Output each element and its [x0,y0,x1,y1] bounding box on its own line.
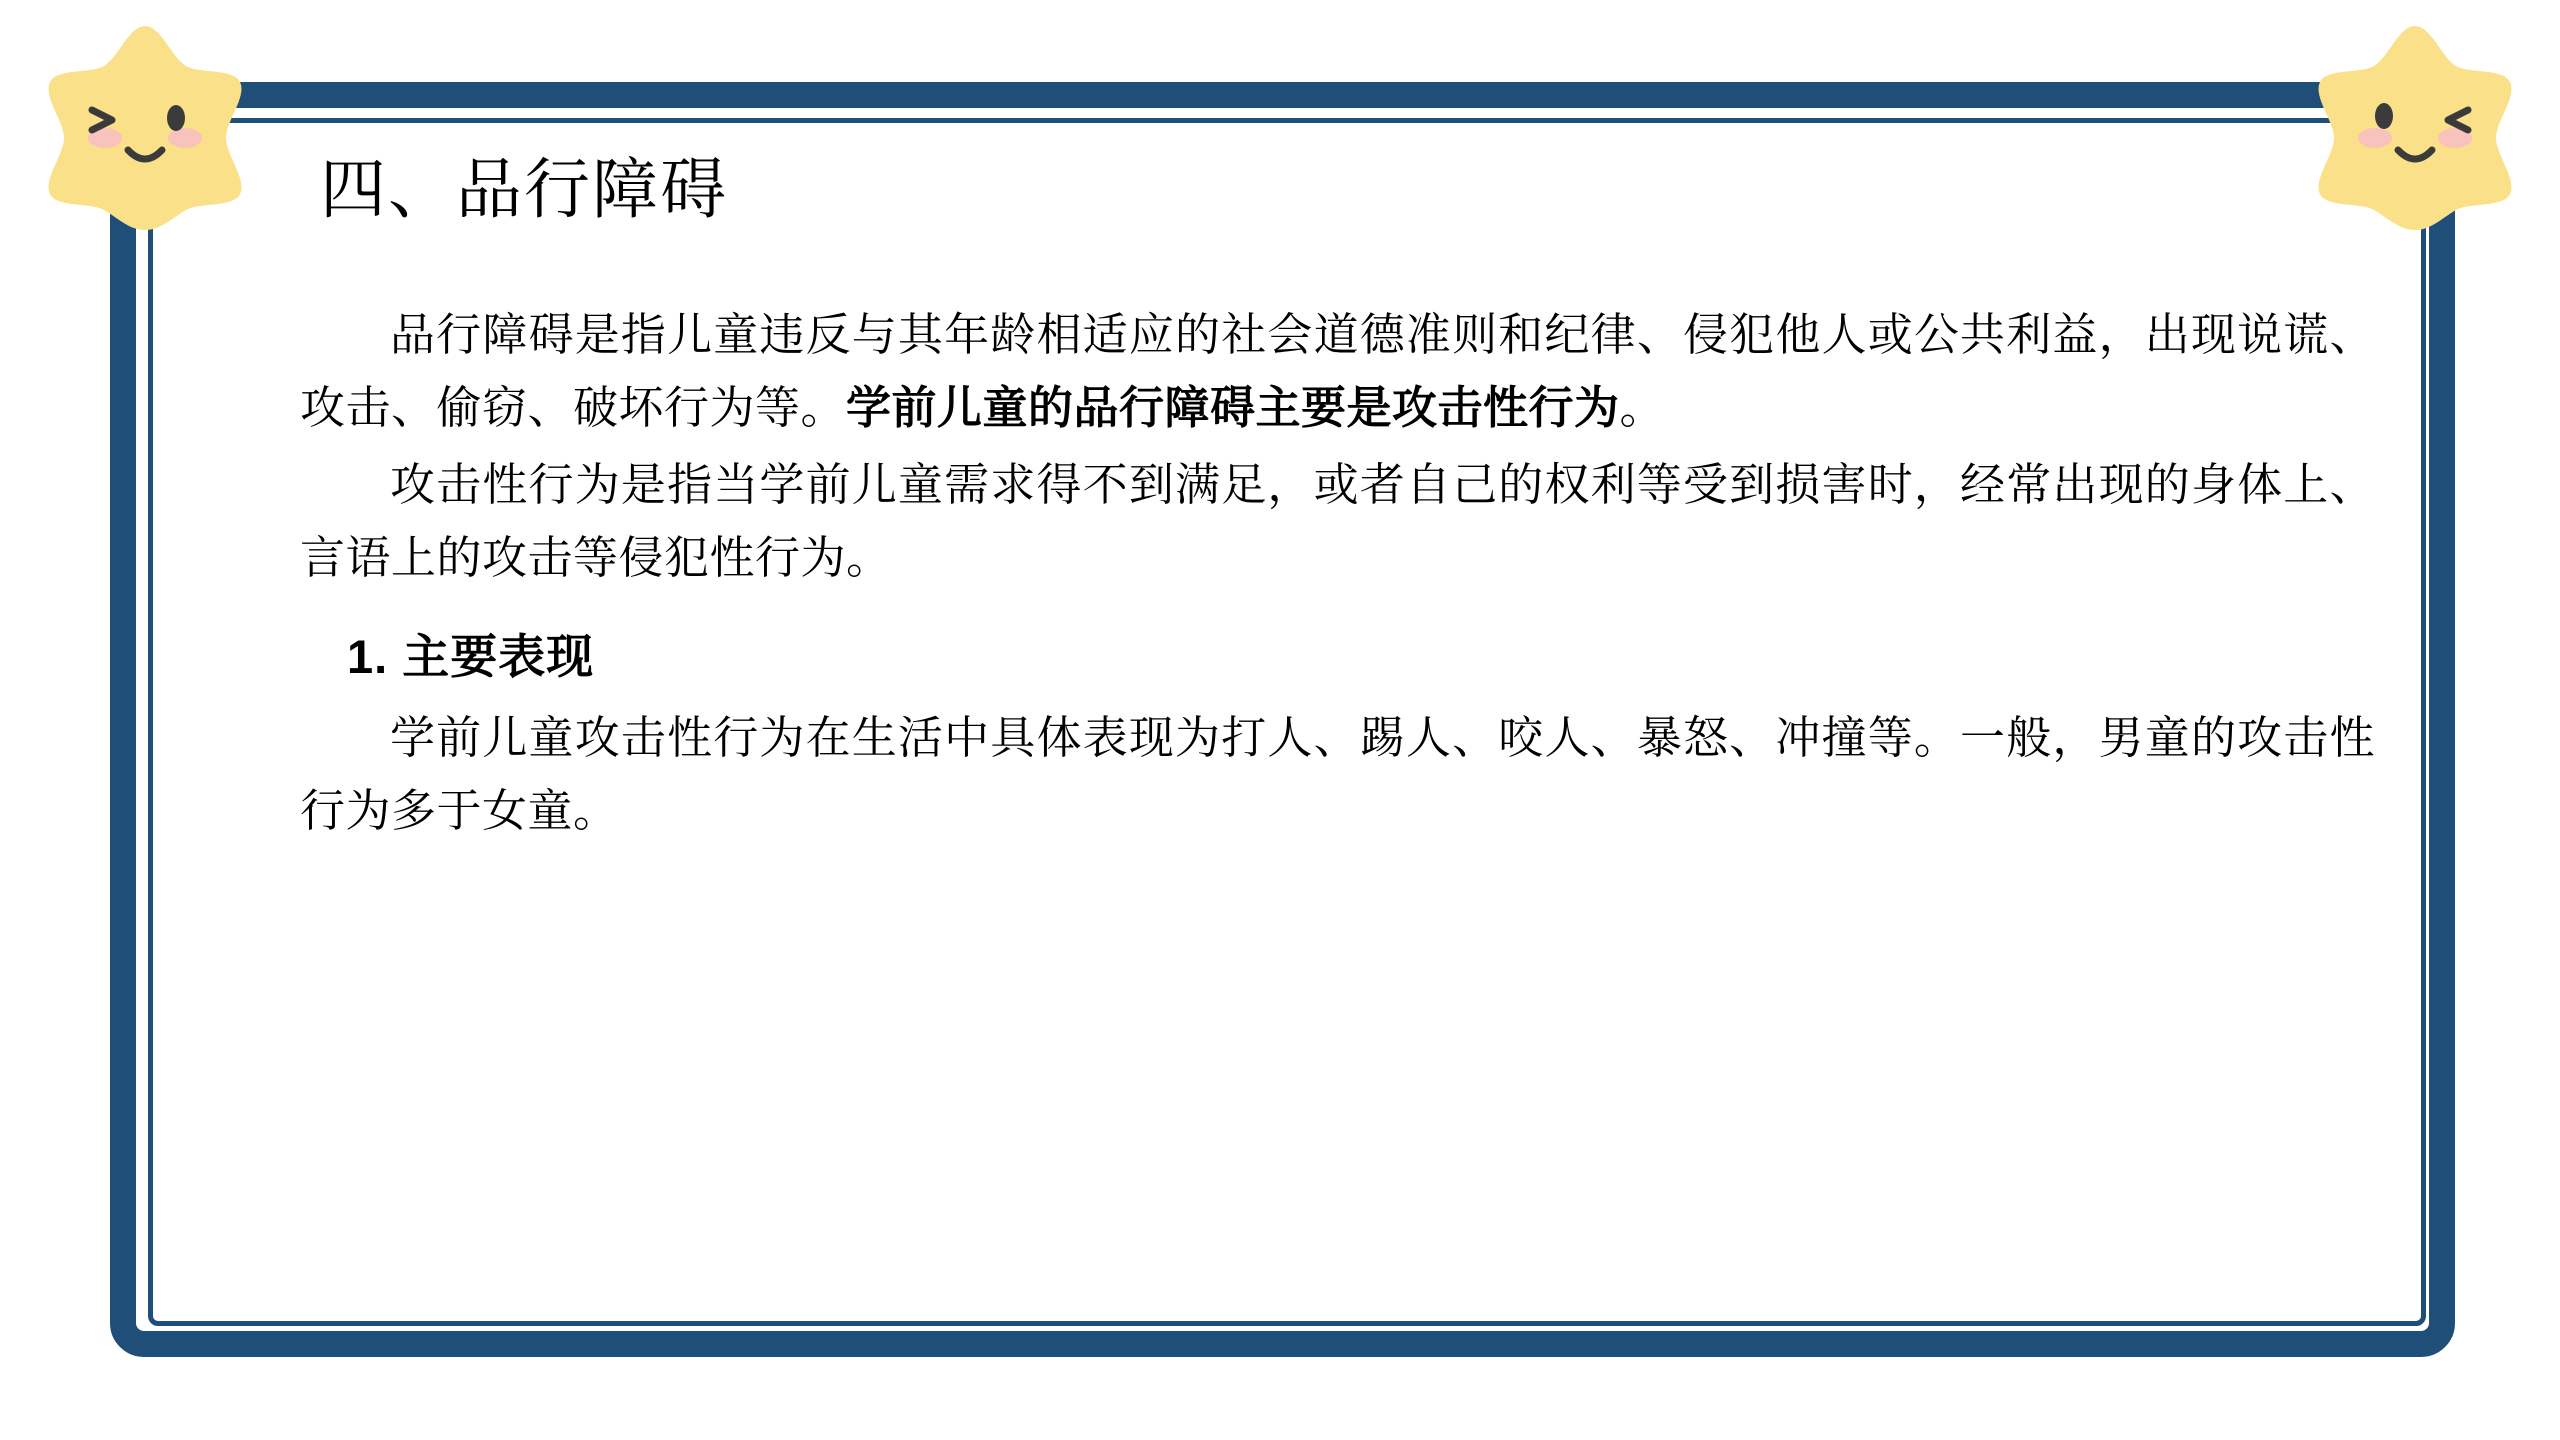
paragraph-definition [300,299,2375,445]
subheading-main-manifestations: 1. 主要表现 [347,629,595,683]
paragraph-manifestations: 学前儿童攻击性行为在生活中具体表现为打人、踢人、咬人、暴怒、冲撞等。一般，男童的攻击性行为多于女童。 [300,711,2375,836]
slide-content [300,150,2400,854]
paragraph-definition-text-2: 。 [1619,382,1666,434]
paragraph-definition-emphasis: 学前儿童的品行障碍主要是攻击性行为 [846,382,1620,434]
page-title: 四、品行障碍 [320,152,728,226]
smiling-star-decoration [30,18,260,238]
paragraph-aggression-definition: 攻击性行为是指当学前儿童需求得不到满足，或者自己的权利等受到损害时，经常出现的身体上、言语上的攻击等侵犯性行为。 [300,458,2375,583]
paragraph-definition-text-1: 品行障碍是指儿童违反与其年龄相适应的社会道德准则和纪律、侵犯他人或公共利益，出现说谎、攻击、偷窃、破坏行为等。 [300,309,2375,434]
